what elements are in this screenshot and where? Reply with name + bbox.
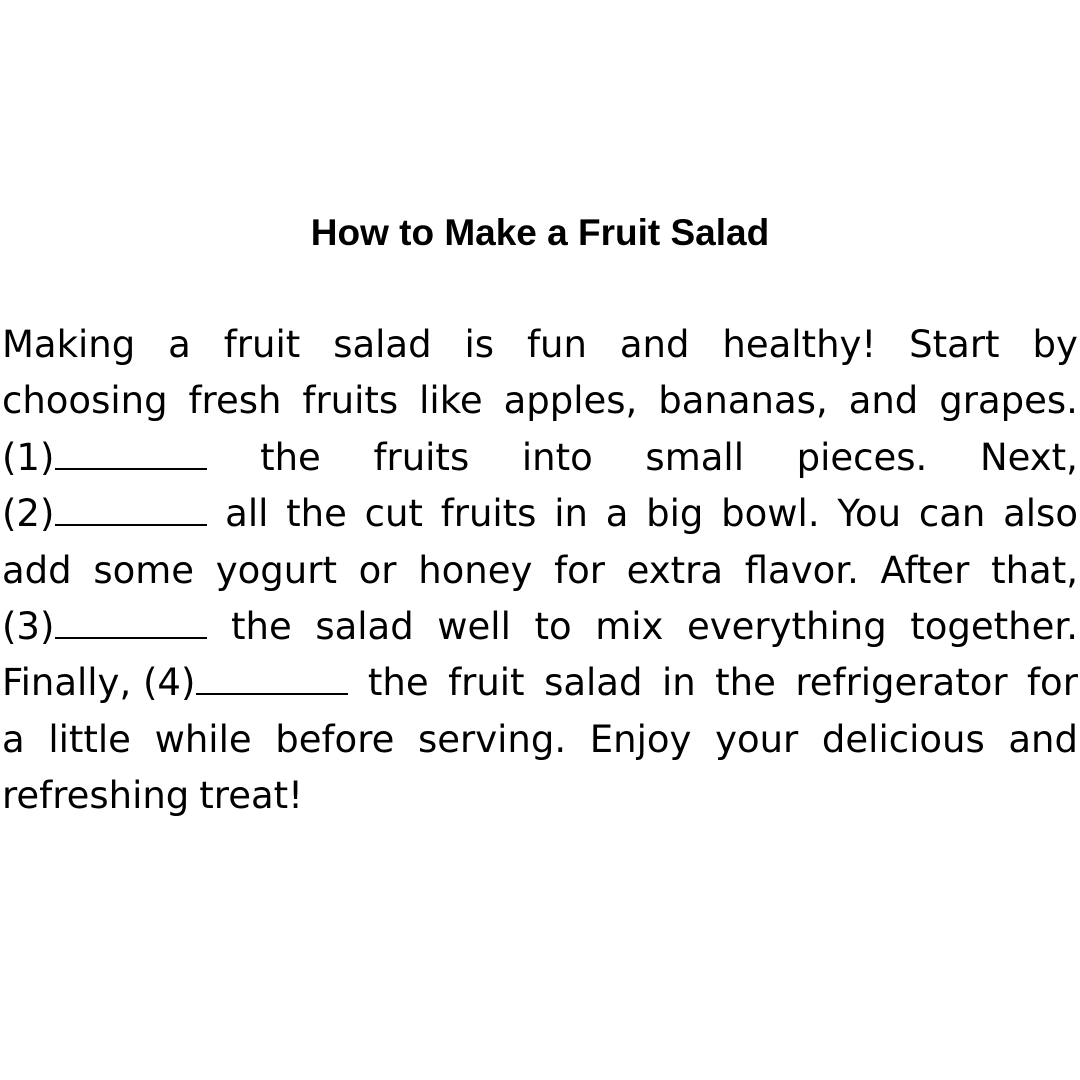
passage-word: flavor.: [744, 548, 859, 592]
passage-word: to: [534, 604, 572, 648]
blank-group: [2, 430, 207, 486]
passage-word: Making: [2, 323, 136, 366]
blank-group: [2, 486, 207, 542]
passage-word: all: [225, 492, 269, 536]
cloze-passage: [2, 317, 1078, 825]
passage-word: honey: [418, 548, 533, 592]
passage-word: big: [646, 492, 704, 536]
passage-word: and: [619, 323, 690, 366]
passage-word: the: [260, 435, 321, 479]
passage-word: choosing: [2, 379, 168, 423]
passage-word: can: [918, 492, 986, 536]
passage-word: fresh: [188, 379, 282, 423]
passage-word: or: [358, 548, 397, 592]
worksheet-title: How to Make a Fruit Salad: [310, 212, 770, 253]
passage-line: [2, 655, 1078, 711]
passage-line: [2, 373, 1078, 429]
passage-word: fruit: [448, 661, 525, 705]
passage-word: for: [1027, 661, 1078, 705]
passage-word: Enjoy: [589, 717, 692, 761]
passage-word: for: [554, 548, 605, 592]
blank-label: (3): [2, 604, 55, 648]
passage-word: extra: [626, 548, 724, 592]
passage-word: the: [286, 492, 347, 536]
passage-word: well: [437, 604, 511, 648]
passage-word: like: [419, 379, 483, 423]
passage-line: [2, 430, 1078, 486]
passage-word: little: [48, 717, 131, 761]
passage-word: small: [645, 435, 744, 479]
passage-word: before: [275, 717, 395, 761]
passage-word: Start: [909, 323, 1000, 366]
passage-word: also: [1003, 492, 1078, 536]
passage-word: mix: [595, 604, 664, 648]
blank-group: [2, 599, 207, 655]
passage-word: your: [715, 717, 799, 761]
passage-word: into: [521, 435, 593, 479]
passage-word: together.: [910, 604, 1078, 648]
passage-word: yogurt: [215, 548, 337, 592]
passage-line: [2, 317, 1078, 373]
passage-line: [2, 486, 1078, 542]
answer-blank: [55, 523, 207, 526]
passage-word: pieces.: [796, 435, 928, 479]
passage-word: and: [848, 379, 919, 423]
passage-word: Next,: [979, 435, 1078, 479]
passage-word: fun: [526, 323, 587, 366]
passage-word: by: [1032, 323, 1078, 366]
passage-word: some: [93, 548, 195, 592]
passage-word: serving.: [418, 717, 567, 761]
passage-word: in: [661, 661, 696, 705]
passage-word: delicious: [821, 717, 985, 761]
passage-word: After: [880, 548, 970, 592]
passage-word: refreshing: [2, 774, 190, 818]
passage-line: [2, 599, 1078, 655]
passage-word: the: [715, 661, 776, 705]
passage-word: fruits: [302, 379, 399, 423]
passage-word: apples,: [503, 379, 638, 423]
answer-blank: [55, 636, 207, 639]
passage-line: [2, 768, 1078, 824]
passage-word: while: [154, 717, 252, 761]
passage-word: refrigerator: [795, 661, 1008, 705]
passage-word: everything: [686, 604, 887, 648]
passage-line: [2, 712, 1078, 768]
blank-label: (1): [2, 435, 55, 479]
passage-word: grapes.: [939, 379, 1078, 423]
passage-word: the: [367, 661, 429, 705]
passage-word: is: [464, 323, 495, 366]
passage-word: a: [168, 323, 191, 366]
passage-word: a: [605, 492, 629, 536]
passage-word: salad: [333, 323, 432, 366]
passage-word: bowl.: [721, 492, 820, 536]
passage-word: fruit: [223, 323, 301, 366]
passage-word: healthy!: [722, 323, 877, 366]
passage-word: and: [1008, 717, 1078, 761]
passage-word: fruits: [373, 435, 470, 479]
passage-word: the: [231, 604, 292, 648]
answer-blank: [55, 467, 207, 470]
passage-word: add: [2, 548, 72, 592]
blank-label: (2): [2, 492, 55, 536]
passage-word: treat!: [199, 774, 303, 818]
passage-word: salad: [544, 661, 643, 705]
passage-line: [2, 543, 1078, 599]
passage-word: salad: [315, 604, 414, 648]
passage-word: a: [2, 717, 25, 761]
passage-word: in: [554, 492, 588, 536]
passage-word: You: [837, 492, 902, 536]
passage-word: cut: [364, 492, 423, 536]
passage-word: that,: [991, 548, 1078, 592]
blank-label: Finally, (4): [2, 661, 196, 705]
passage-word: bananas,: [658, 379, 828, 423]
answer-blank: [196, 692, 348, 695]
passage-word: fruits: [440, 492, 537, 536]
blank-group: [2, 655, 348, 711]
